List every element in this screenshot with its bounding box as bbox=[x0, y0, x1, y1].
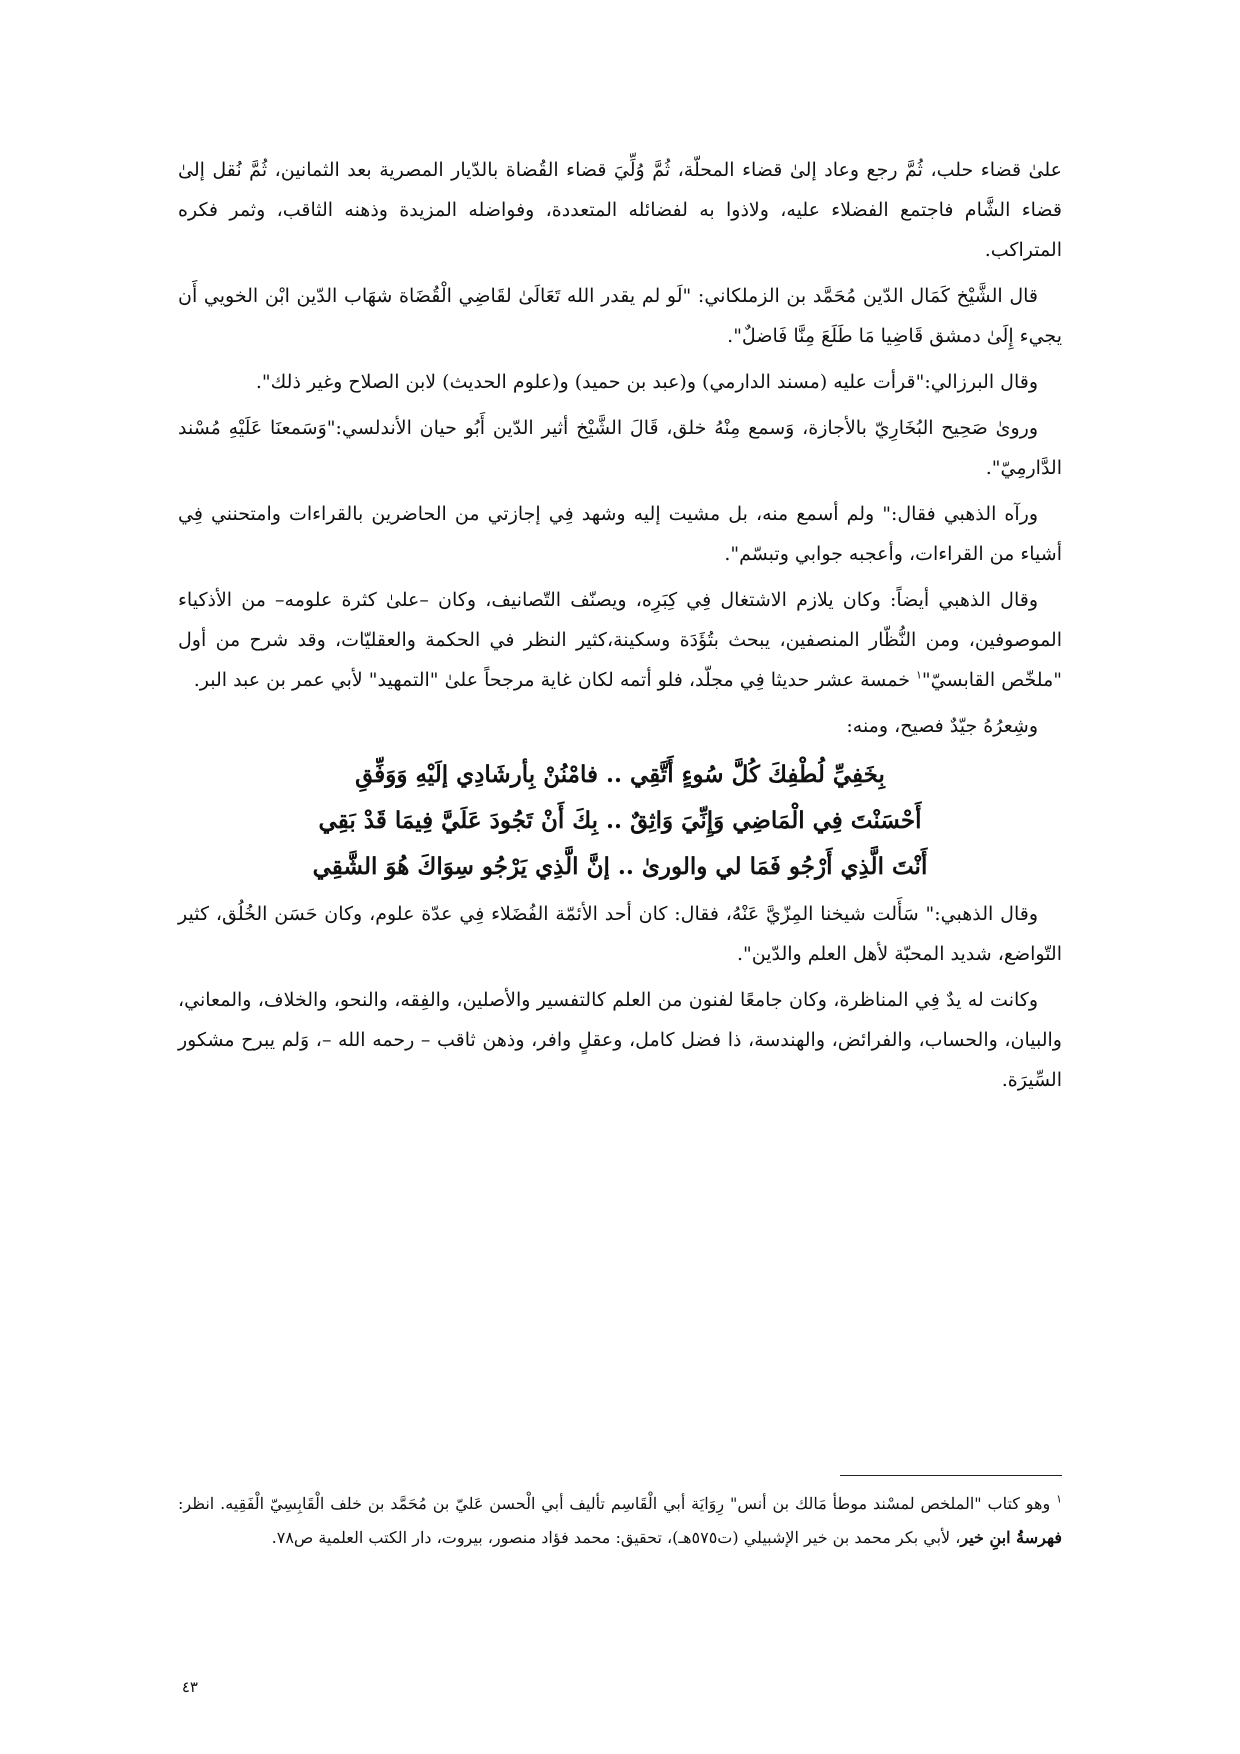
main-text bbox=[178, 150, 1062, 1106]
paragraph-8: وكانت له يدٌ فِي المناظرة، وكان جامعًا لفنون من العلم كالتفسير والأصلين، والفِقه، والنحو، والخلاف، والمعاني، والبيان، والحساب، والفرائض، والهندسة، ذا فضل كامل، وعقلٍ وافر، وذهن ثاقب – رحمه الله –، وَلم يبرح مشكور السِّيرَة. bbox=[178, 989, 1062, 1091]
footnote-mark: ١ bbox=[1056, 1492, 1063, 1506]
paragraph-6 bbox=[178, 580, 1062, 700]
paragraph-7: وقال الذهبي:" سَأَلت شيخنا المِزّيَّ عَنْهُ، فقال: كان أحد الأئمّة الفُضَلاء فِي عدّة علوم، وكان حَسَن الخُلُق، كثير التّواضع، شديد المحبّة لأهل العلم والدّين". bbox=[178, 903, 1062, 965]
paragraph-1: علىٰ قضاء حلب، ثُمَّ رجع وعاد إلىٰ قضاء المحلّة، ثُمَّ وُلِّيَ قضاء القُضاة بالدّيار المصرية بعد الثمانين، ثُمَّ نُقل إلىٰ قضاء الشَّام فاجتمع الفضلاء عليه، ولاذوا به لفضائله المتعددة، وفواضله المزيدة وذهنه الثاقب، وثمر فكره المتراكب. bbox=[178, 159, 1062, 261]
paragraph-5: ورآه الذهبي فقال:" ولم أسمع منه، بل مشيت إليه وشهد فِي إجازتي من الحاضرين بالقراءات وامتحنني فِي أشياء من القراءات، وأعجبه جوابي وتبسّم". bbox=[178, 503, 1062, 565]
footnote-item bbox=[178, 1487, 1062, 1555]
footnote-text-1: وهو كتاب "الملخص لمسْند موطأ مَالك بن أنس" رِوَايَة أبي الْقَاسِم تأليف أبي الْحسن عَليّ بن مُحَمَّد بن خلف الْقَابِسِيّ الْفَقِيه. انظر: bbox=[178, 1494, 1057, 1513]
footnote-text-2: ، لأبي بكر محمد بن خير الإشبيلي (ت٥٧٥هـ)، تحقيق: محمد فؤاد منصور، بيروت، دار الكتب العلمية ص٧٨. bbox=[271, 1528, 961, 1547]
paragraph-6-text-before: وقال الذهبي أيضاً: وكان يلازم الاشتغال فِي كِبَرِه، ويصنّف التّصانيف، وكان –علىٰ كثرة علومه– من الأذكياء الموصوفين، ومن النُّظّار المنصفين، يبحث بتُؤَدَة وسكينة،كثير النظر في الحكمة والعقليّات، وقد شرح من أول "ملخّص القابسيّ" bbox=[178, 589, 1062, 691]
footnote-book-title: فهرسةُ ابنِ خير bbox=[960, 1528, 1062, 1547]
poem-line: أَحْسَنْتَ فِي الْمَاضِي وَإِنِّيَ وَاثِقٌ .. بِكَ أَنْ تَجُودَ عَلَيَّ فِيمَا قَدْ بَقِي bbox=[318, 807, 922, 834]
poem-intro: وشِعرُهُ جيّدٌ فصيح، ومنه: bbox=[846, 715, 1038, 737]
poem bbox=[178, 752, 1062, 890]
paragraph-3: وقال البرزالي:"قرأت عليه (مسند الدارمي) و(عبد بن حميد) و(علوم الحديث) لابن الصلاح وغير ذلك". bbox=[255, 371, 1038, 393]
paragraph-6-text-after: خمسة عشر حديثا فِي مجلّد، فلو أتمه لكان غاية مرجحاً علىٰ "التمهيد" لأبي عمر بن عبد البر. bbox=[193, 669, 916, 691]
poem-line: أَنْتَ الَّذِي أَرْجُو فَمَا لي والورىٰ .. إنَّ الَّذِي يَرْجُو سِوَاكَ هُوَ الشَّقِي bbox=[312, 853, 928, 880]
page-number: ٤٣ bbox=[181, 1678, 198, 1696]
paragraph-2: قال الشَّيْخ كَمَال الدّين مُحَمَّد بن الزملكاني: "لَو لم يقدر الله تَعَالَىٰ لقَاضِي الْقُضَاة شهَاب الدّين ابْن الخويي أَن يجيء إِلَىٰ دمشق قَاضِيا مَا طَلَعَ مِنَّا فَاضلٌ". bbox=[178, 285, 1062, 347]
footnote-reference[interactable]: ١ bbox=[916, 668, 922, 682]
paragraph-4: وروىٰ صَحِيح البُخَارِيّ بالأجازة، وَسمع مِنْهُ خلق، قَالَ الشَّيْخ أثير الدّين أَبُو حيان الأندلسي:"وَسَمعنَا عَلَيْهِ مُسْند الدَّارمِيّ". bbox=[178, 417, 1062, 479]
footnotes bbox=[178, 1487, 1062, 1555]
poem-line: بِخَفِيِّ لُطْفِكَ كُلَّ سُوءٍ أَتَّقِي .. فامْنُنْ بِأرشَادِي إلَيْهِ وَوَفِّقِ bbox=[355, 761, 885, 788]
footnote-divider bbox=[840, 1475, 1062, 1476]
